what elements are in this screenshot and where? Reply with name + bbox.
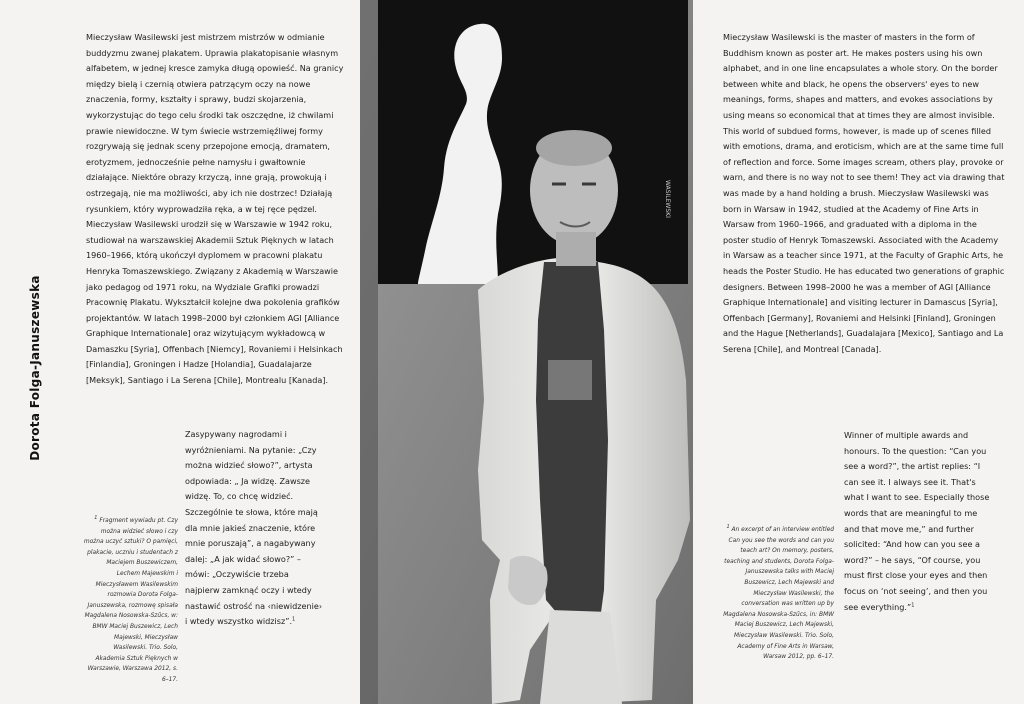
man-trousers [540, 610, 622, 704]
footnote-marker: 1 [726, 524, 730, 531]
man-neck [556, 232, 596, 266]
man-hair [536, 130, 612, 166]
poster-black [378, 0, 688, 284]
polish-body-text: Mieczysław Wasilewski jest mistrzem mistrzów w odmianie buddyzmu zwanej plakatem. Uprawia plakatopisanie własnym alfabetem, w jednej kresce zamyka długą opowieść. Na granicy między bielą i czernią otwiera patrzącym oczy na nowe znaczenia, formy, kształty i sprawy, budzi skojarzenia, wykorzystując do tego celu środki tak oszczędne, iż chwilami prawie niewidoczne. W tym świecie wstrzemięźliwej formy rozgrywają się jednak sceny przepojone emocją, dramatem, erotyzmem, jednocześnie pełne namysłu i gwałtownie działające. Niektóre obrazy krzyczą, inne grają, prowokują i ostrzegają, nie ma możliwości, aby ich nie dostrzec! Działają rysunkiem, który wyprowadziła ręka, a w tej ręce pędzel. Mieczysław Wasilewski urodził się w Warszawie w 1942 roku, studiował na warszawskiej Akademii Sztuk Pięknych w latach 1960–1966, którą ukończył dyplomem w pracowni plakatu Henryka Tomaszewskiego. Związany z Akademią w Warszawie jako pedagog od 1971 roku, na Wydziale Grafiki prowadzi Pracownię Plakatu. Wykształcił kolejne dwa pokolenia grafików projektantów. W latach 1998–2000 był członkiem AGI [Alliance Graphique Internationale] oraz wizytującym wykładowcą w Damaszku [Syria], Offenbach [Niemcy], Rovaniemi i Helsinkach [Finlandia], Groningen i Hadze [Holandia], Guadalajarze [Meksyk], Santiago i La Serena [Chile], Montrealu [Kanada]. [86, 32, 344, 386]
polish-quote-content: Zasypywany nagrodami i wyróżnieniami. Na pytanie: „Czy można widzieć słowo?”, artysta odpowiada: „ Ja widzę. Zawsze widzę. To, co chcę widzieć. Szczególnie te słowa, które mają dla mnie jakieś znaczenie, które mnie poruszają”, a nagabywany dalej: „A jak widać słowo?” – mówi: „Oczywiście trzeba najpierw zamknąć oczy i wtedy nastawić ostrość na ‹niewidzenie› i wtedy wszystko widzisz”. [185, 429, 323, 627]
portrait-illustration [360, 0, 693, 704]
english-quote-content: Winner of multiple awards and honours. To the question: “Can you see a word?”, the artist replies: “I can see it. I always see it. That's what I want to see. Especially those words that are meaningful to me and that move me,” and further solicited: “And how can you see a word?” – he says, “Of course, you must first close your eyes and then focus on ‘not seeing’, and then you see everything.” [844, 430, 990, 612]
man-shirt [536, 262, 608, 624]
author-name-text: Dorota Folga-Januszewska [28, 275, 42, 461]
english-body-text: Mieczysław Wasilewski is the master of masters in the form of Buddhism known as poster art. He makes posters using his own alphabet, and in one line encapsulates a whole story. On the border between white and black, he opens the observers' eyes to new meanings, forms, shapes and matters, and evokes associations by using means so economical that at times they are almost invisible. This world of subdued forms, however, is made up of scenes filled with emotions, drama, and eroticism, which are at the same time full of reflection and force. Some images scream, others play, provoke or warn, and there is no way not to see them! They act via drawing that was made by a hand holding a brush. Mieczysław Wasilewski was born in Warsaw in 1942, studied at the Academy of Fine Arts in Warsaw from 1960–1966, and graduated with a diploma in the poster studio of Henryk Tomaszewski. Associated with the Academy in Warsaw as a teacher since 1971, at the Faculty of Graphic Arts, he heads the Poster Studio. He has educated two generations of graphic designers. Between 1998–2000 he was a member of AGI [Alliance Graphique Internationale] and visiting lecturer in Damascus [Syria], Offenbach [Germany], Rovaniemi and Helsinki [Finland], Groningen and the Hague [Netherlands], Guadalajara [Mexico], Santiago and La Serena [Chile], and Montreal [Canada]. [723, 32, 1005, 354]
wall-shadow [360, 0, 378, 704]
portrait-photo [360, 0, 693, 704]
polish-footnote-text: Fragment wywiadu pt. Czy można widzieć słowo i czy można uczyć sztuki? O pamięci, plakacie, uczniu i studentach z Maciejem Buszewiczem, Lechem Majewskim i Mieczysławem Wasilewskim rozmowia Dorota Folga-Januszewska, rozmowę spisała Magdalena Nosowska-Szűcs, w: BMW Maciej Buszewicz, Lech Majewski, Mieczysław Wasilewski. Trio. Solo, Akademia Sztuk Pięknych w Warszawie, Warszawa 2012, s. 6–17. [83, 518, 178, 683]
shirt-print [548, 360, 592, 400]
polish-quote-text [185, 427, 325, 630]
polish-footnote [82, 516, 178, 686]
poster-signature: WASILEWSKI [664, 180, 671, 218]
author-name [20, 268, 50, 468]
english-footnote [720, 525, 834, 663]
english-footnote-text: An excerpt of an interview entitled Can you see the words and can you teach art? On memory, posters, teaching and students, Dorota Folga-Januszewska talks with Maciej Buszewicz, Lech Majewski and Mieczysław Wasilewski, the conversation was written up by Magdalena Nosowska-Szűcs, in: BMW Maciej Buszewicz, Lech Majewski, Mieczysław Wasilewski. Trio. Solo, Academy of Fine Arts in Warsaw, Warsaw 2012, pp. 6–17. [723, 527, 834, 661]
footnote-marker: 1 [94, 515, 98, 522]
english-quote-text [844, 428, 994, 615]
footnote-ref: 1 [292, 616, 296, 623]
left-page [0, 0, 360, 704]
man-hand [508, 556, 548, 605]
footnote-ref: 1 [911, 601, 915, 608]
